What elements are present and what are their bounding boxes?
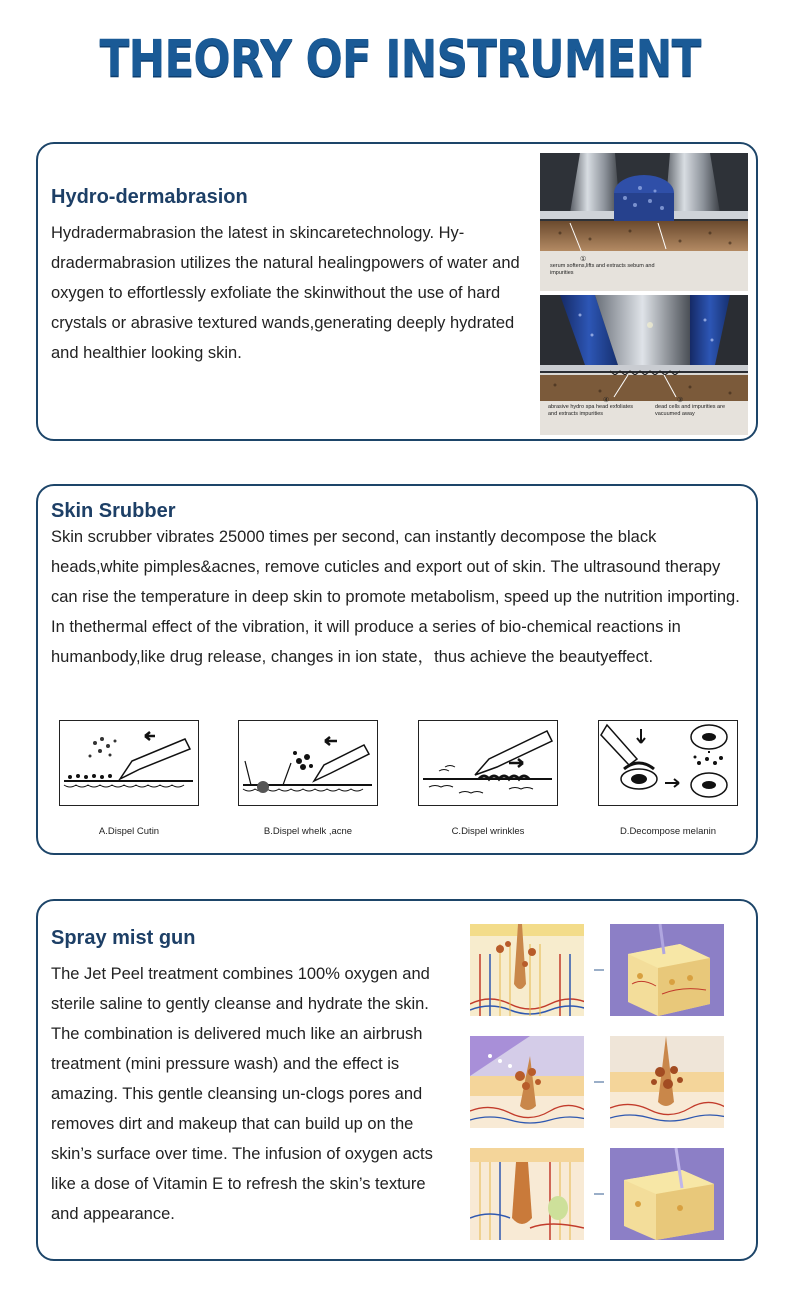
caption-step3: dead cells and impurities are vacuumed away bbox=[655, 404, 726, 417]
diagram-decompose-melanin bbox=[598, 720, 738, 806]
diagram-label: C.Dispel wrinkles bbox=[451, 826, 525, 837]
skin-illustration bbox=[470, 924, 584, 1016]
caption-step4: abrasive hydro spa head exfoliates and extracts impurities bbox=[548, 404, 633, 417]
arrow-connector bbox=[594, 1193, 604, 1195]
skin-illustration bbox=[610, 1036, 724, 1128]
arrow-connector bbox=[594, 969, 604, 971]
caption-step1: serum softens,lifts and extracts sebum and impurities bbox=[550, 263, 655, 276]
section-heading: Hydro-dermabrasion bbox=[51, 186, 248, 208]
page-header bbox=[0, 32, 800, 122]
skin-scrubber-card bbox=[36, 484, 758, 855]
section-body: Hydradermabrasion the latest in skincaretechnology. Hy-dradermabrasion utilizes the natural healingpowers of water and oxygen to effortlessly exfoliate the skinwithout the use of hard crystals or abrasive textured wands,generating deeply hydrated and healthier looking skin. bbox=[51, 224, 520, 362]
diagram-dispel-wrinkles bbox=[418, 720, 558, 806]
diagram-label: D.Decompose melanin bbox=[619, 826, 717, 837]
section-body: Skin scrubber vibrates 25000 times per second, can instantly decompose the black heads,white pimples&acnes, remove cuticles and export out of skin. The ultrasound therapy can rise the temperature in deep skin to promote metabolism, speed up the nutrition importing. In thethermal effect of the vibration, it will produce a series of bio-chemical reactions in humanbody,like drug release, changes in ion state，thus achieve the beautyeffect. bbox=[51, 528, 740, 666]
caption-step1-number: ① bbox=[580, 256, 587, 263]
skin-illustration bbox=[470, 1148, 584, 1240]
diagram-label: A.Dispel Cutin bbox=[98, 826, 160, 837]
spray-mist-gun-card bbox=[36, 899, 758, 1261]
caption-step3-number: ③ bbox=[677, 397, 684, 404]
section-heading: Spray mist gun bbox=[51, 927, 196, 949]
hydro-diagram-bottom bbox=[540, 295, 748, 435]
caption-step4-number: ④ bbox=[603, 397, 610, 404]
arrow-connector bbox=[594, 1081, 604, 1083]
skin-illustration bbox=[610, 1148, 724, 1240]
hydro-diagram-top bbox=[540, 153, 748, 291]
diagram-dispel-cutin bbox=[59, 720, 199, 806]
hydro-dermabrasion-card bbox=[36, 142, 758, 441]
skin-illustration bbox=[470, 1036, 584, 1128]
skin-illustration bbox=[610, 924, 724, 1016]
diagram-dispel-whelk-acne bbox=[238, 720, 378, 806]
page-title: THEORY OF INSTRUMENT bbox=[99, 30, 701, 89]
diagram-label: B.Dispel whelk ,acne bbox=[263, 826, 353, 837]
section-body: The Jet Peel treatment combines 100% oxygen and sterile saline to gently cleanse and hydrate the skin. The combination is delivered much like an airbrush treatment (mini pressure wash) and the effect is amazing. This gentle cleansing un-clogs pores and removes dirt and makeup that can build up on the skin’s surface over time. The infusion of oxygen acts like a dose of Vitamin E to refresh the skin’s texture and appearance. bbox=[51, 965, 433, 1223]
section-heading: Skin Srubber bbox=[51, 500, 176, 522]
